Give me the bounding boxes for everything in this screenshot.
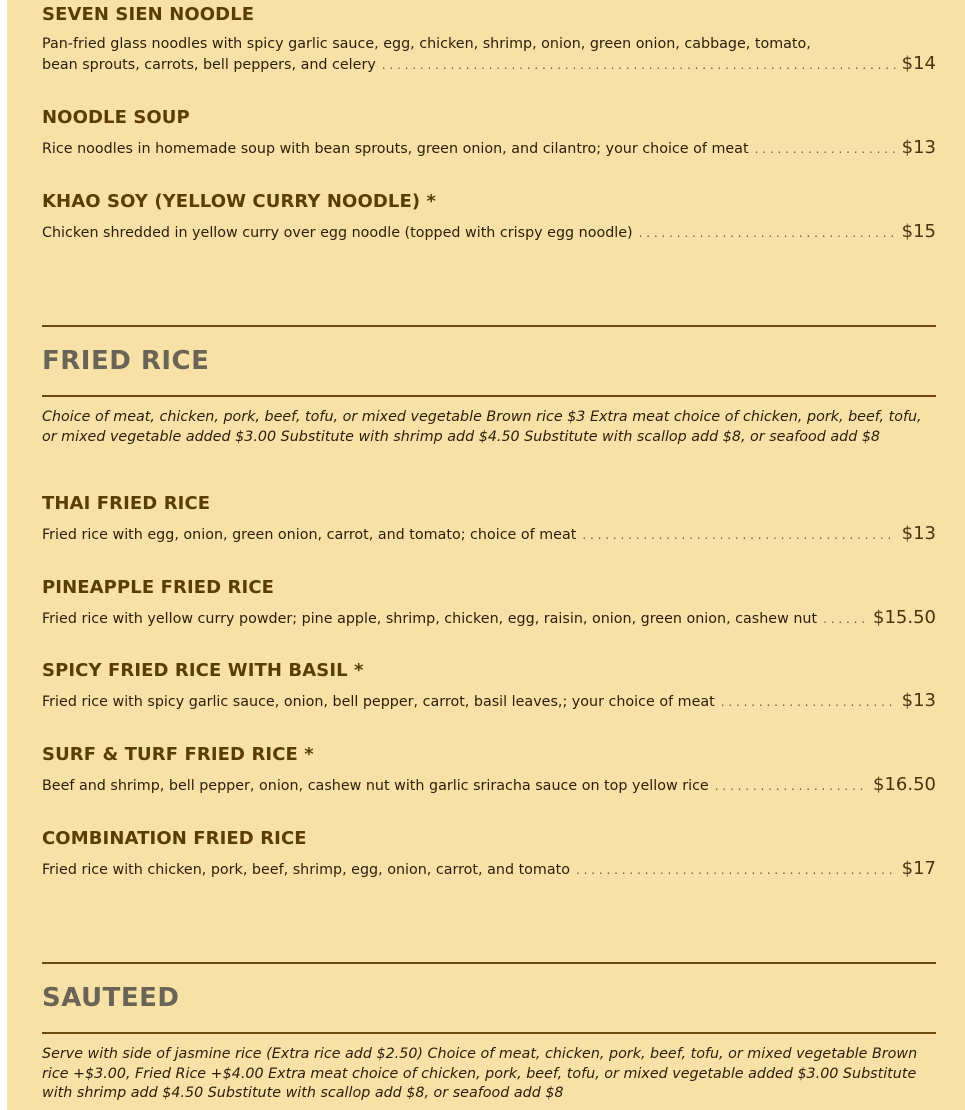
section-title-sauteed: SAUTEED bbox=[42, 983, 180, 1013]
item-price: $15 bbox=[901, 221, 936, 242]
item-desc-seven-sien-noodle-line1: Pan-fried glass noodles with spicy garlic sauce, egg, chicken, shrimp, onion, green onion, cabbage, tomato, bbox=[42, 36, 811, 52]
leader-dots bbox=[582, 528, 895, 542]
menu-item-khao-soy bbox=[42, 221, 936, 242]
item-name-noodle-soup: NOODLE SOUP bbox=[42, 107, 190, 128]
item-name-surf-turf-fried-rice: SURF & TURF FRIED RICE * bbox=[42, 744, 314, 765]
menu-item-noodle-soup bbox=[42, 137, 936, 158]
item-desc: Beef and shrimp, bell pepper, onion, cashew nut with garlic sriracha sauce on top yellow rice bbox=[42, 778, 709, 794]
item-name-khao-soy: KHAO SOY (YELLOW CURRY NOODLE) * bbox=[42, 191, 437, 212]
leader-dots bbox=[382, 58, 896, 72]
item-price: $15.50 bbox=[873, 607, 936, 628]
leader-dots bbox=[576, 863, 896, 877]
section-divider-bottom bbox=[42, 1032, 936, 1034]
item-desc: Chicken shredded in yellow curry over egg noodle (topped with crispy egg noodle) bbox=[42, 225, 633, 241]
item-desc: Fried rice with egg, onion, green onion, carrot, and tomato; choice of meat bbox=[42, 527, 577, 543]
menu-item-thai-fried-rice bbox=[42, 523, 936, 544]
item-name-thai-fried-rice: THAI FRIED RICE bbox=[42, 493, 211, 514]
item-name-combination-fried-rice: COMBINATION FRIED RICE bbox=[42, 828, 307, 849]
item-price: $13 bbox=[901, 137, 936, 158]
leader-dots bbox=[823, 612, 867, 626]
item-desc: Rice noodles in homemade soup with bean sprouts, green onion, and cilantro; your choice of meat bbox=[42, 141, 749, 157]
item-price: $16.50 bbox=[873, 774, 936, 795]
section-divider-top bbox=[42, 325, 936, 327]
menu-item-pineapple-fried-rice bbox=[42, 607, 936, 628]
item-price: $13 bbox=[901, 690, 936, 711]
item-desc: Fried rice with chicken, pork, beef, shrimp, egg, onion, carrot, and tomato bbox=[42, 862, 570, 878]
menu-page bbox=[7, 0, 965, 1110]
item-name-seven-sien-noodle: SEVEN SIEN NOODLE bbox=[42, 4, 255, 25]
leader-dots bbox=[715, 779, 867, 793]
leader-dots bbox=[755, 142, 896, 156]
menu-item-spicy-fried-rice-basil bbox=[42, 690, 936, 711]
section-note-fried-rice: Choice of meat, chicken, pork, beef, tofu, or mixed vegetable Brown rice $3 Extra meat choice of chicken, pork, beef, tofu, or mixed vegetable added $3.00 Substitute with shrimp add $4.50 Substitute with scallop add $8, or seafood add $8 bbox=[42, 409, 922, 445]
menu-item-seven-sien-noodle bbox=[42, 53, 936, 74]
menu-item-combination-fried-rice bbox=[42, 858, 936, 879]
section-divider-top bbox=[42, 962, 936, 964]
item-desc: Fried rice with spicy garlic sauce, onion, bell pepper, carrot, basil leaves,; your choice of meat bbox=[42, 694, 715, 710]
section-divider-bottom bbox=[42, 395, 936, 397]
leader-dots bbox=[639, 226, 896, 240]
item-desc: Fried rice with yellow curry powder; pine apple, shrimp, chicken, egg, raisin, onion, green onion, cashew nut bbox=[42, 611, 818, 627]
leader-dots bbox=[721, 695, 896, 709]
item-desc: bean sprouts, carrots, bell peppers, and celery bbox=[42, 57, 376, 73]
item-price: $14 bbox=[901, 53, 936, 74]
item-price: $17 bbox=[901, 858, 936, 879]
item-name-spicy-fried-rice-basil: SPICY FRIED RICE WITH BASIL * bbox=[42, 660, 364, 681]
item-name-pineapple-fried-rice: PINEAPPLE FRIED RICE bbox=[42, 577, 275, 598]
menu-item-surf-turf-fried-rice bbox=[42, 774, 936, 795]
section-title-fried-rice: FRIED RICE bbox=[42, 346, 210, 376]
item-price: $13 bbox=[901, 523, 936, 544]
section-note-sauteed: Serve with side of jasmine rice (Extra rice add $2.50) Choice of meat, chicken, pork, beef, tofu, or mixed vegetable Brown rice +$3.00, Fried Rice +$4.00 Extra meat choice of chicken, pork, beef, tofu, or mixed vegetable added $3.00 Substitute with shrimp add $4.50 Substitute with scallop add $8, or seafood add $8 bbox=[42, 1046, 918, 1101]
